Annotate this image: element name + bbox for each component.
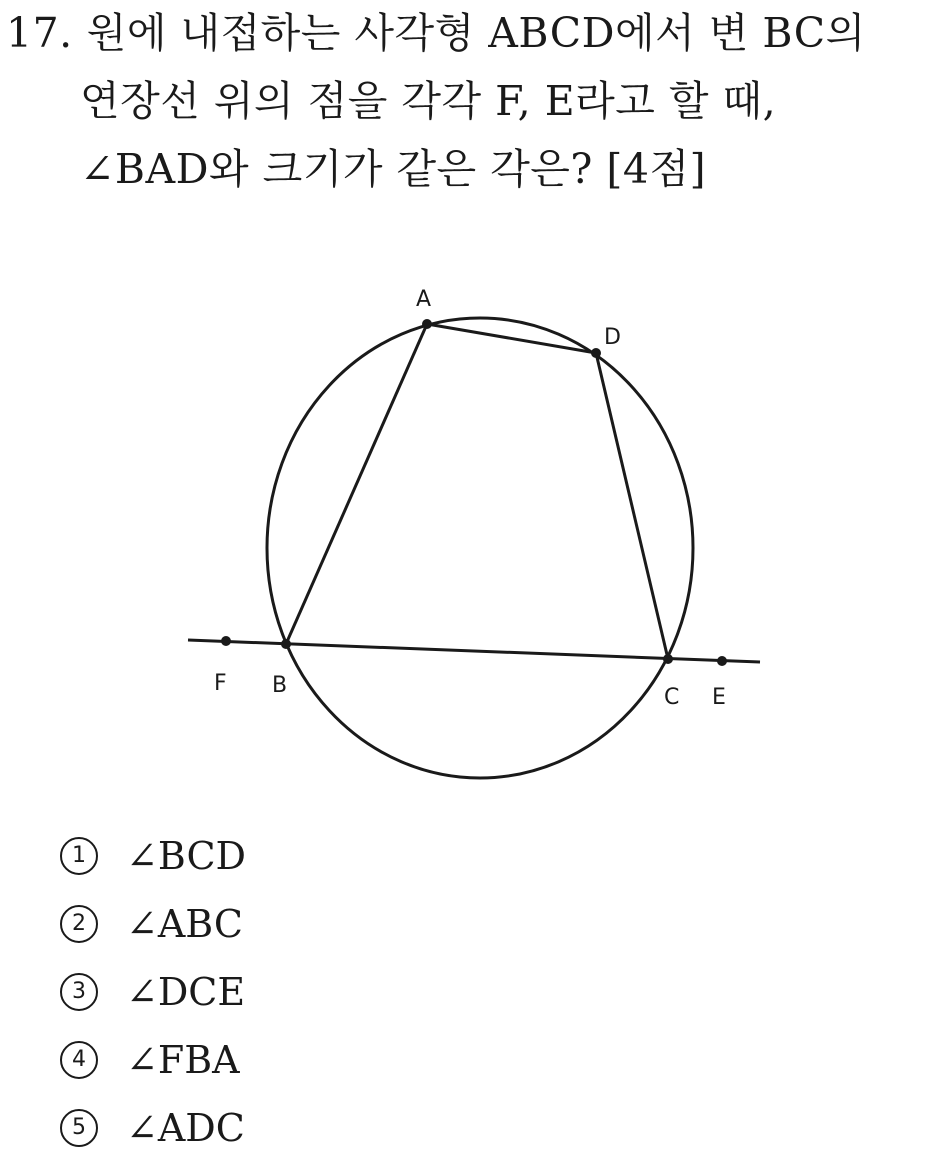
choice-5-label: ∠ADC xyxy=(126,1106,245,1150)
question-number: 17. xyxy=(6,9,73,57)
choice-1-marker: 1 xyxy=(60,837,98,875)
choice-3[interactable] xyxy=(60,958,560,1026)
choice-4[interactable] xyxy=(60,1026,560,1094)
label-c: C xyxy=(664,685,680,710)
point-d xyxy=(591,348,601,358)
label-a: A xyxy=(416,287,432,312)
point-f xyxy=(221,636,231,646)
label-f: F xyxy=(214,671,227,696)
circumcircle xyxy=(267,318,693,778)
question-text-line-3: ∠BAD와 크기가 같은 각은? [4점] xyxy=(80,145,707,193)
choice-2[interactable] xyxy=(60,890,560,958)
side-dc xyxy=(596,353,668,659)
answer-choices xyxy=(60,822,560,1162)
question-text-line-1: 원에 내접하는 사각형 ABCD에서 변 BC의 xyxy=(86,9,866,57)
label-e: E xyxy=(712,685,726,710)
point-e xyxy=(717,656,727,666)
point-a xyxy=(422,319,432,329)
label-b: B xyxy=(272,673,288,698)
choice-2-marker: 2 xyxy=(60,905,98,943)
point-b xyxy=(281,639,291,649)
question-text-line-2: 연장선 위의 점을 각각 F, E라고 할 때, xyxy=(80,77,777,125)
choice-4-label: ∠FBA xyxy=(126,1038,240,1082)
choice-5-marker: 5 xyxy=(60,1109,98,1147)
label-d: D xyxy=(604,325,621,350)
choice-1[interactable] xyxy=(60,822,560,890)
choice-4-marker: 4 xyxy=(60,1041,98,1079)
side-ab xyxy=(286,324,427,644)
choice-1-label: ∠BCD xyxy=(126,834,247,878)
choice-5[interactable] xyxy=(60,1094,560,1162)
choice-2-label: ∠ABC xyxy=(126,902,243,946)
choice-3-marker: 3 xyxy=(60,973,98,1011)
point-c xyxy=(663,654,673,664)
choice-3-label: ∠DCE xyxy=(126,970,246,1014)
